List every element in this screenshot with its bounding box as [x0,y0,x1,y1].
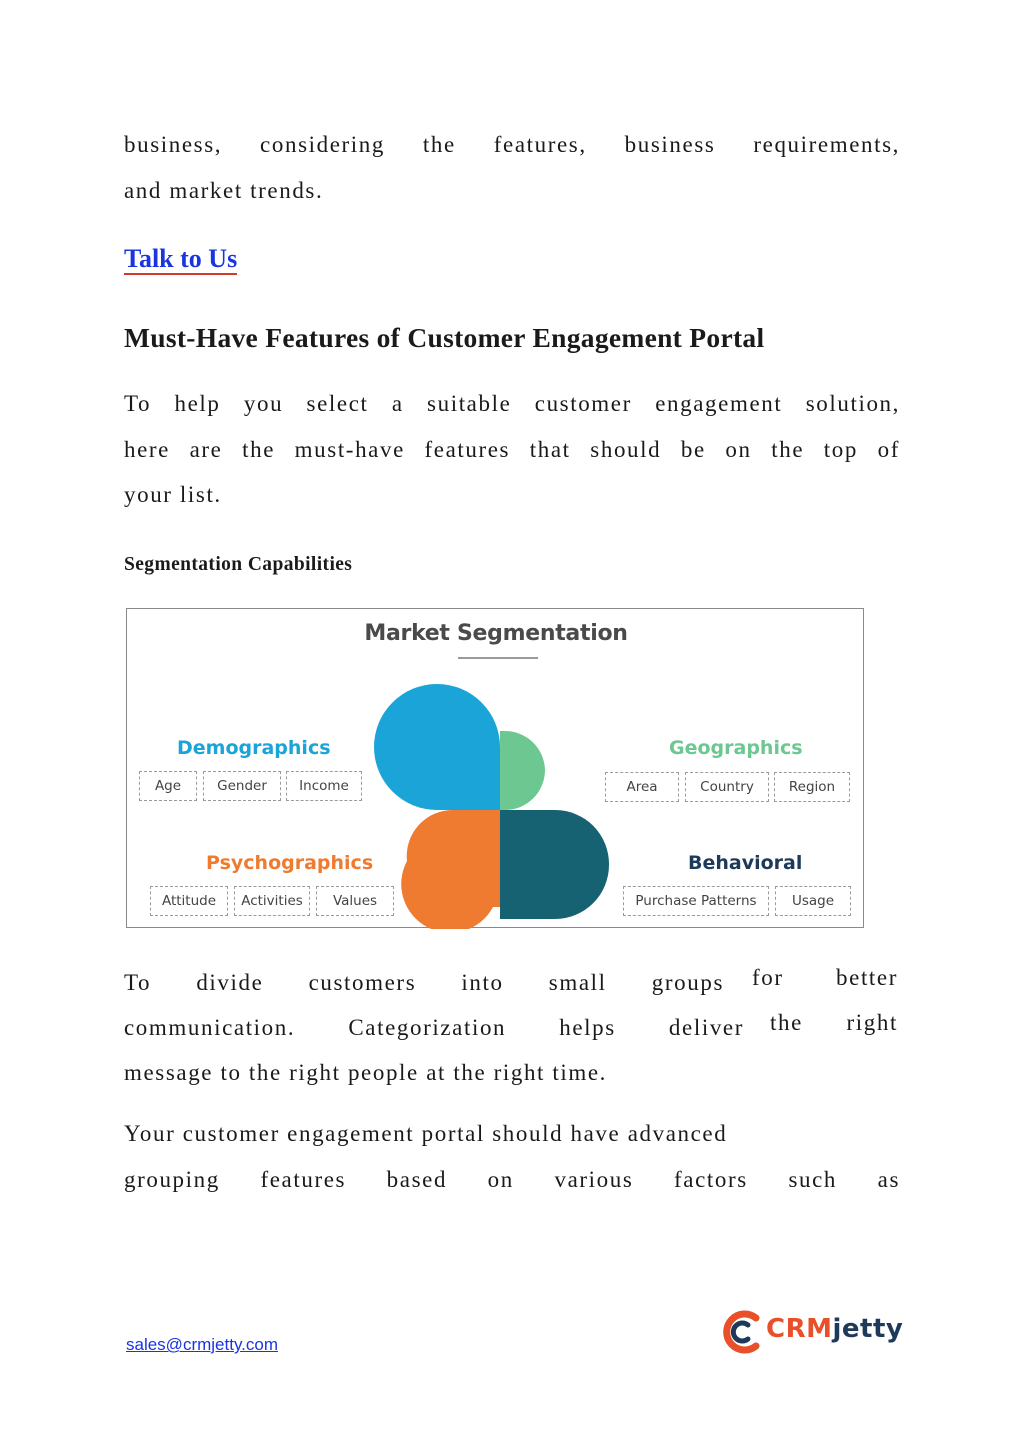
market-segmentation-figure [126,608,864,928]
tag-purchase-patterns: Purchase Patterns [623,886,769,916]
intro-line-2: and market trends. [124,178,324,203]
tag-values: Values [316,886,394,916]
segmentation-petals [127,609,865,929]
tag-income: Income [286,771,362,801]
tag-region: Region [774,772,850,802]
figure-title: Market Segmentation [364,621,628,646]
tag-country: Country [685,772,769,802]
body-p2-line-2: grouping features based on various factors such as [124,1167,900,1192]
body-p1-line-3: message to the right people at the right time. [124,1060,608,1085]
section-intro-line-2: here are the must-have features that should be on the top of [124,437,900,462]
body-p1-line-2-left: communication. Categorization helps deliver [124,1015,744,1040]
subheading-segmentation: Segmentation Capabilities [124,554,353,575]
section-intro-line-1: To help you select a suitable customer engagement solution, [124,391,900,416]
petal-geographics [500,731,545,810]
tag-usage: Usage [775,886,851,916]
section-intro-line-3: your list. [124,482,222,507]
crmjetty-logo [722,1308,904,1356]
tag-age: Age [139,771,197,801]
cta-container [124,244,237,274]
petal-psychographics [401,810,500,929]
logo-crm-text: CRM [766,1314,833,1344]
body-p2-line-1: Your customer engagement portal should have advanced [124,1121,728,1146]
body-p1-line-2-right: the right [770,1010,898,1035]
section-heading: Must-Have Features of Customer Engagement Portal [124,322,765,353]
talk-to-us-link[interactable]: Talk to Us [124,244,238,273]
logo-jetty-text: jetty [832,1314,904,1344]
footer-email-link[interactable]: sales@crmjetty.com [126,1335,279,1354]
intro-line-1: business, considering the features, business requirements, [124,132,900,157]
tag-activities: Activities [234,886,310,916]
psychographics-label: Psychographics [206,852,374,874]
demographics-label: Demographics [177,737,331,759]
tag-gender: Gender [203,771,281,801]
body-p1-line-1-right: for better [752,965,898,990]
petal-behavioral [500,810,609,919]
tag-area: Area [605,772,679,802]
logo-c-icon [722,1310,762,1354]
body-p1-line-1-left: To divide customers into small groups [124,970,724,995]
tag-attitude: Attitude [150,886,228,916]
behavioral-label: Behavioral [688,852,803,874]
geographics-label: Geographics [669,737,803,759]
petal-demographics [374,684,500,810]
